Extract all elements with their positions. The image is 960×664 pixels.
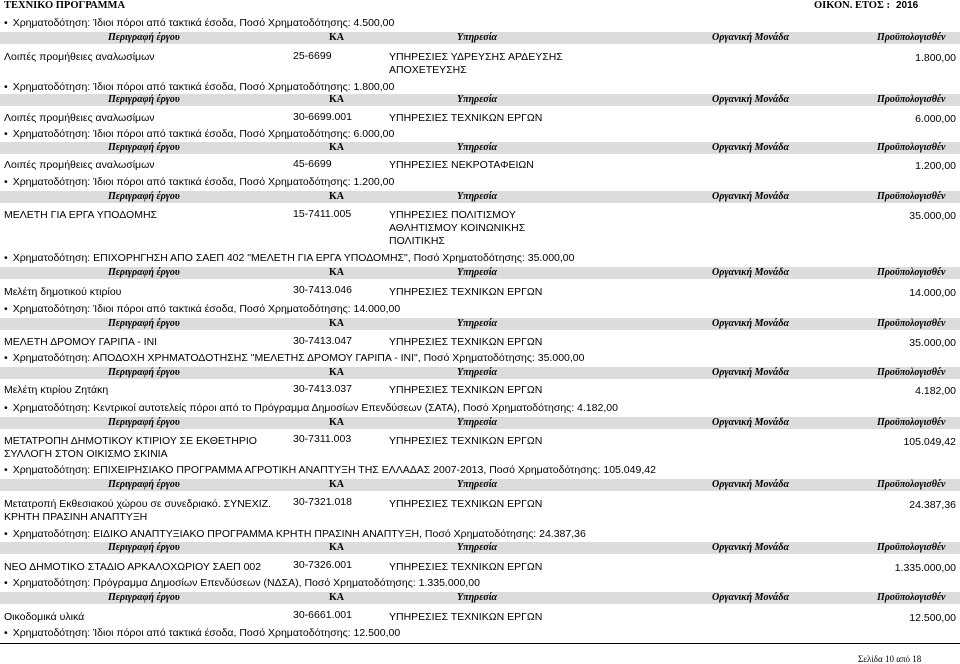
project-service: ΥΠΗΡΕΣΙΕΣ ΠΟΛΙΤΙΣΜΟΥ ΑΘΛΗΤΙΣΜΟΥ ΚΟΙΝΩΝΙΚΗΣ ΠΟΛΙΤΙΚΗΣ (389, 209, 526, 247)
project-ka: 30-6661.001 (293, 609, 352, 621)
header-budget: Προϋπολογισθέν (877, 592, 946, 603)
project-description: ΜΕΛΕΤΗ ΔΡΟΜΟΥ ΓΑΡΙΠΑ - ΙΝΙ (4, 336, 158, 348)
project-description: Μελέτη κτιρίου Ζητάκη (4, 384, 109, 396)
header-ka: ΚΑ (329, 592, 344, 603)
funding-line: • Χρηματοδότηση: Ίδιοι πόροι από τακτικά έσοδα, Ποσό Χρηματοδότησης: 1.800,00 (4, 81, 394, 93)
header-budget: Προϋπολογισθέν (877, 367, 946, 378)
header-service: Υπηρεσία (457, 94, 498, 105)
table-header (0, 94, 960, 106)
header-description: Περιγραφή έργου (108, 318, 180, 329)
project-service: ΥΠΗΡΕΣΙΕΣ ΤΕΧΝΙΚΩΝ ΕΡΓΩΝ (389, 498, 543, 510)
project-ka: 30-7326.001 (293, 559, 352, 571)
header-budget: Προϋπολογισθέν (877, 94, 946, 105)
header-budget: Προϋπολογισθέν (877, 417, 946, 428)
project-service: ΥΠΗΡΕΣΙΕΣ ΤΕΧΝΙΚΩΝ ΕΡΓΩΝ (389, 336, 543, 348)
funding-line: • Χρηματοδότηση: Ίδιοι πόροι από τακτικά έσοδα, Ποσό Χρηματοδότησης: 6.000,00 (4, 128, 394, 140)
project-service: ΥΠΗΡΕΣΙΕΣ ΤΕΧΝΙΚΩΝ ΕΡΓΩΝ (389, 611, 543, 623)
project-amount: 105.049,42 (903, 436, 956, 448)
project-description: Λοιπές προμήθειες αναλωσίμων (4, 159, 155, 171)
header-description: Περιγραφή έργου (108, 592, 180, 603)
top-header-bar (0, 0, 960, 12)
project-amount: 1.335.000,00 (894, 562, 956, 574)
header-unit: Οργανική Μονάδα (712, 367, 790, 378)
header-ka: ΚΑ (329, 267, 344, 278)
project-amount: 24.387,36 (909, 499, 956, 511)
project-description: ΜΕΤΑΤΡΟΠΗ ΔΗΜΟΤΙΚΟΥ ΚΤΙΡΙΟΥ ΣΕ ΕΚΘΕΤΗΡΙΟ ΣΥΛΛΟΓΗ ΣΤΟΝ ΟΙΚΙΣΜΟ ΣΚΙΝΙΑ (4, 435, 257, 460)
header-budget: Προϋπολογισθέν (877, 267, 946, 278)
header-ka: ΚΑ (329, 417, 344, 428)
header-ka: ΚΑ (329, 94, 344, 105)
fiscal-year-label: ΟΙΚΟΝ. ΕΤΟΣ : (814, 0, 890, 11)
header-description: Περιγραφή έργου (108, 479, 180, 490)
header-service: Υπηρεσία (457, 479, 498, 490)
project-amount: 12.500,00 (909, 612, 956, 624)
header-service: Υπηρεσία (457, 267, 498, 278)
project-description: Μετατροπή Εκθεσιακού χώρου σε συνεδριακό. ΣΥΝΕΧΙΖ. ΚΡΗΤΗ ΠΡΑΣΙΝΗ ΑΝΑΠΤΥΞΗ (4, 498, 271, 523)
header-ka: ΚΑ (329, 318, 344, 329)
fiscal-year (814, 0, 918, 11)
header-unit: Οργανική Μονάδα (712, 479, 790, 490)
header-ka: ΚΑ (329, 191, 344, 202)
footer-divider (0, 643, 960, 644)
header-ka: ΚΑ (329, 542, 344, 553)
header-budget: Προϋπολογισθέν (877, 142, 946, 153)
project-amount: 35.000,00 (909, 337, 956, 349)
project-amount: 35.000,00 (909, 210, 956, 222)
header-service: Υπηρεσία (457, 542, 498, 553)
table-header (0, 32, 960, 44)
project-service: ΥΠΗΡΕΣΙΕΣ ΤΕΧΝΙΚΩΝ ΕΡΓΩΝ (389, 384, 543, 396)
header-unit: Οργανική Μονάδα (712, 191, 790, 202)
header-unit: Οργανική Μονάδα (712, 592, 790, 603)
table-header (0, 191, 960, 203)
fiscal-year-value: 2016 (895, 0, 919, 11)
project-description: ΝΕΟ ΔΗΜΟΤΙΚΟ ΣΤΑΔΙΟ ΑΡΚΑΛΟΧΩΡΙΟΥ ΣΑΕΠ 002 (4, 561, 262, 573)
project-ka: 45-6699 (293, 158, 332, 170)
funding-line: • Χρηματοδότηση: ΕΙΔΙΚΟ ΑΝΑΠΤΥΞΙΑΚΟ ΠΡΟΓΡΑΜΜΑ ΚΡΗΤΗ ΠΡΑΣΙΝΗ ΑΝΑΠΤΥΞΗ, Ποσό Χρηματοδότησης: 24.387,36 (4, 528, 586, 540)
project-amount: 14.000,00 (909, 287, 956, 299)
header-description: Περιγραφή έργου (108, 142, 180, 153)
header-unit: Οργανική Μονάδα (712, 32, 790, 43)
project-service: ΥΠΗΡΕΣΙΕΣ ΤΕΧΝΙΚΩΝ ΕΡΓΩΝ (389, 561, 543, 573)
project-description: Λοιπές προμήθειες αναλωσίμων (4, 51, 155, 63)
project-amount: 1.200,00 (915, 160, 956, 172)
project-ka: 30-7413.037 (293, 383, 352, 395)
header-ka: ΚΑ (329, 367, 344, 378)
project-service: ΥΠΗΡΕΣΙΕΣ ΤΕΧΝΙΚΩΝ ΕΡΓΩΝ (389, 435, 543, 447)
project-description: Μελέτη δημοτικού κτιρίου (4, 286, 122, 298)
header-unit: Οργανική Μονάδα (712, 318, 790, 329)
page-number: Σελίδα 10 από 18 (858, 654, 922, 664)
header-unit: Οργανική Μονάδα (712, 267, 790, 278)
project-description: Οικοδομικά υλικά (4, 611, 85, 623)
table-header (0, 142, 960, 154)
funding-line: • Χρηματοδότηση: Κεντρικοί αυτοτελείς πόροι από το Πρόγραμμα Δημοσίων Επενδύσεων (ΣΑΤΑ), Ποσό Χρηματοδότησης: 4.182,00 (4, 402, 618, 414)
funding-line: • Χρηματοδότηση: Πρόγραμμα Δημοσίων Επενδύσεων (ΝΔΣΑ), Ποσό Χρηματοδότησης: 1.335.000,00 (4, 577, 480, 589)
funding-line: • Χρηματοδότηση: Ίδιοι πόροι από τακτικά έσοδα, Ποσό Χρηματοδότησης: 4.500,00 (4, 17, 394, 29)
table-header (0, 367, 960, 379)
project-ka: 15-7411.005 (293, 208, 352, 220)
header-description: Περιγραφή έργου (108, 32, 180, 43)
funding-line: • Χρηματοδότηση: Ίδιοι πόροι από τακτικά έσοδα, Ποσό Χρηματοδότησης: 12.500,00 (4, 627, 400, 639)
project-ka: 30-7321.018 (293, 496, 352, 508)
project-ka: 25-6699 (293, 50, 332, 62)
header-description: Περιγραφή έργου (108, 367, 180, 378)
header-description: Περιγραφή έργου (108, 191, 180, 202)
header-description: Περιγραφή έργου (108, 94, 180, 105)
header-ka: ΚΑ (329, 479, 344, 490)
funding-line: • Χρηματοδότηση: ΕΠΙΧΟΡΗΓΗΣΗ ΑΠΟ ΣΑΕΠ 402 "ΜΕΛΕΤΗ ΓΙΑ ΕΡΓΑ ΥΠΟΔΟΜΗΣ", Ποσό Χρηματοδότησης: 35.000,00 (4, 252, 574, 264)
project-amount: 4.182,00 (915, 385, 956, 397)
funding-line: • Χρηματοδότηση: Ίδιοι πόροι από τακτικά έσοδα, Ποσό Χρηματοδότησης: 14.000,00 (4, 303, 400, 315)
table-header (0, 417, 960, 429)
header-service: Υπηρεσία (457, 417, 498, 428)
header-service: Υπηρεσία (457, 32, 498, 43)
report-title: ΤΕΧΝΙΚΟ ΠΡΟΓΡΑΜΜΑ (4, 0, 126, 11)
header-description: Περιγραφή έργου (108, 542, 180, 553)
header-budget: Προϋπολογισθέν (877, 318, 946, 329)
project-description: ΜΕΛΕΤΗ ΓΙΑ ΕΡΓΑ ΥΠΟΔΟΜΗΣ (4, 209, 158, 221)
header-budget: Προϋπολογισθέν (877, 191, 946, 202)
project-description: Λοιπές προμήθειες αναλωσίμων (4, 112, 155, 124)
header-ka: ΚΑ (329, 32, 344, 43)
table-header (0, 318, 960, 330)
header-service: Υπηρεσία (457, 318, 498, 329)
header-budget: Προϋπολογισθέν (877, 542, 946, 553)
header-ka: ΚΑ (329, 142, 344, 153)
header-description: Περιγραφή έργου (108, 417, 180, 428)
header-unit: Οργανική Μονάδα (712, 542, 790, 553)
project-ka: 30-7413.046 (293, 284, 352, 296)
header-budget: Προϋπολογισθέν (877, 479, 946, 490)
project-service: ΥΠΗΡΕΣΙΕΣ ΤΕΧΝΙΚΩΝ ΕΡΓΩΝ (389, 286, 543, 298)
table-header (0, 542, 960, 554)
funding-line: • Χρηματοδότηση: ΕΠΙΧΕΙΡΗΣΙΑΚΟ ΠΡΟΓΡΑΜΜΑ ΑΓΡΟΤΙΚΗ ΑΝΑΠΤΥΞΗ ΤΗΣ ΕΛΛΑΔΑΣ 2007-2013, Ποσό Χρηματοδότησης: 105.049,42 (4, 464, 656, 476)
header-budget: Προϋπολογισθέν (877, 32, 946, 43)
project-amount: 1.800,00 (915, 52, 956, 64)
funding-line: • Χρηματοδότηση: Ίδιοι πόροι από τακτικά έσοδα, Ποσό Χρηματοδότησης: 1.200,00 (4, 176, 394, 188)
table-header (0, 267, 960, 279)
header-unit: Οργανική Μονάδα (712, 142, 790, 153)
project-service: ΥΠΗΡΕΣΙΕΣ ΤΕΧΝΙΚΩΝ ΕΡΓΩΝ (389, 112, 543, 124)
header-unit: Οργανική Μονάδα (712, 94, 790, 105)
header-service: Υπηρεσία (457, 142, 498, 153)
funding-line: • Χρηματοδότηση: ΑΠΟΔΟΧΗ ΧΡΗΜΑΤΟΔΟΤΗΣΗΣ "ΜΕΛΕΤΗΣ ΔΡΟΜΟΥ ΓΑΡΙΠΑ - ΙΝΙ", Ποσό Χρηματοδότησης: 35.000,00 (4, 352, 584, 364)
project-service: ΥΠΗΡΕΣΙΕΣ ΝΕΚΡΟΤΑΦΕΙΩΝ (389, 159, 534, 171)
header-service: Υπηρεσία (457, 367, 498, 378)
project-service: ΥΠΗΡΕΣΙΕΣ ΥΔΡΕΥΣΗΣ ΑΡΔΕΥΣΗΣ ΑΠΟΧΕΤΕΥΣΗΣ (389, 51, 563, 76)
project-ka: 30-6699.001 (293, 111, 352, 123)
header-service: Υπηρεσία (457, 592, 498, 603)
project-ka: 30-7311.003 (293, 433, 352, 445)
project-ka: 30-7413.047 (293, 335, 352, 347)
header-description: Περιγραφή έργου (108, 267, 180, 278)
project-amount: 6.000,00 (915, 113, 956, 125)
table-header (0, 592, 960, 604)
header-unit: Οργανική Μονάδα (712, 417, 790, 428)
header-service: Υπηρεσία (457, 191, 498, 202)
table-header (0, 479, 960, 491)
